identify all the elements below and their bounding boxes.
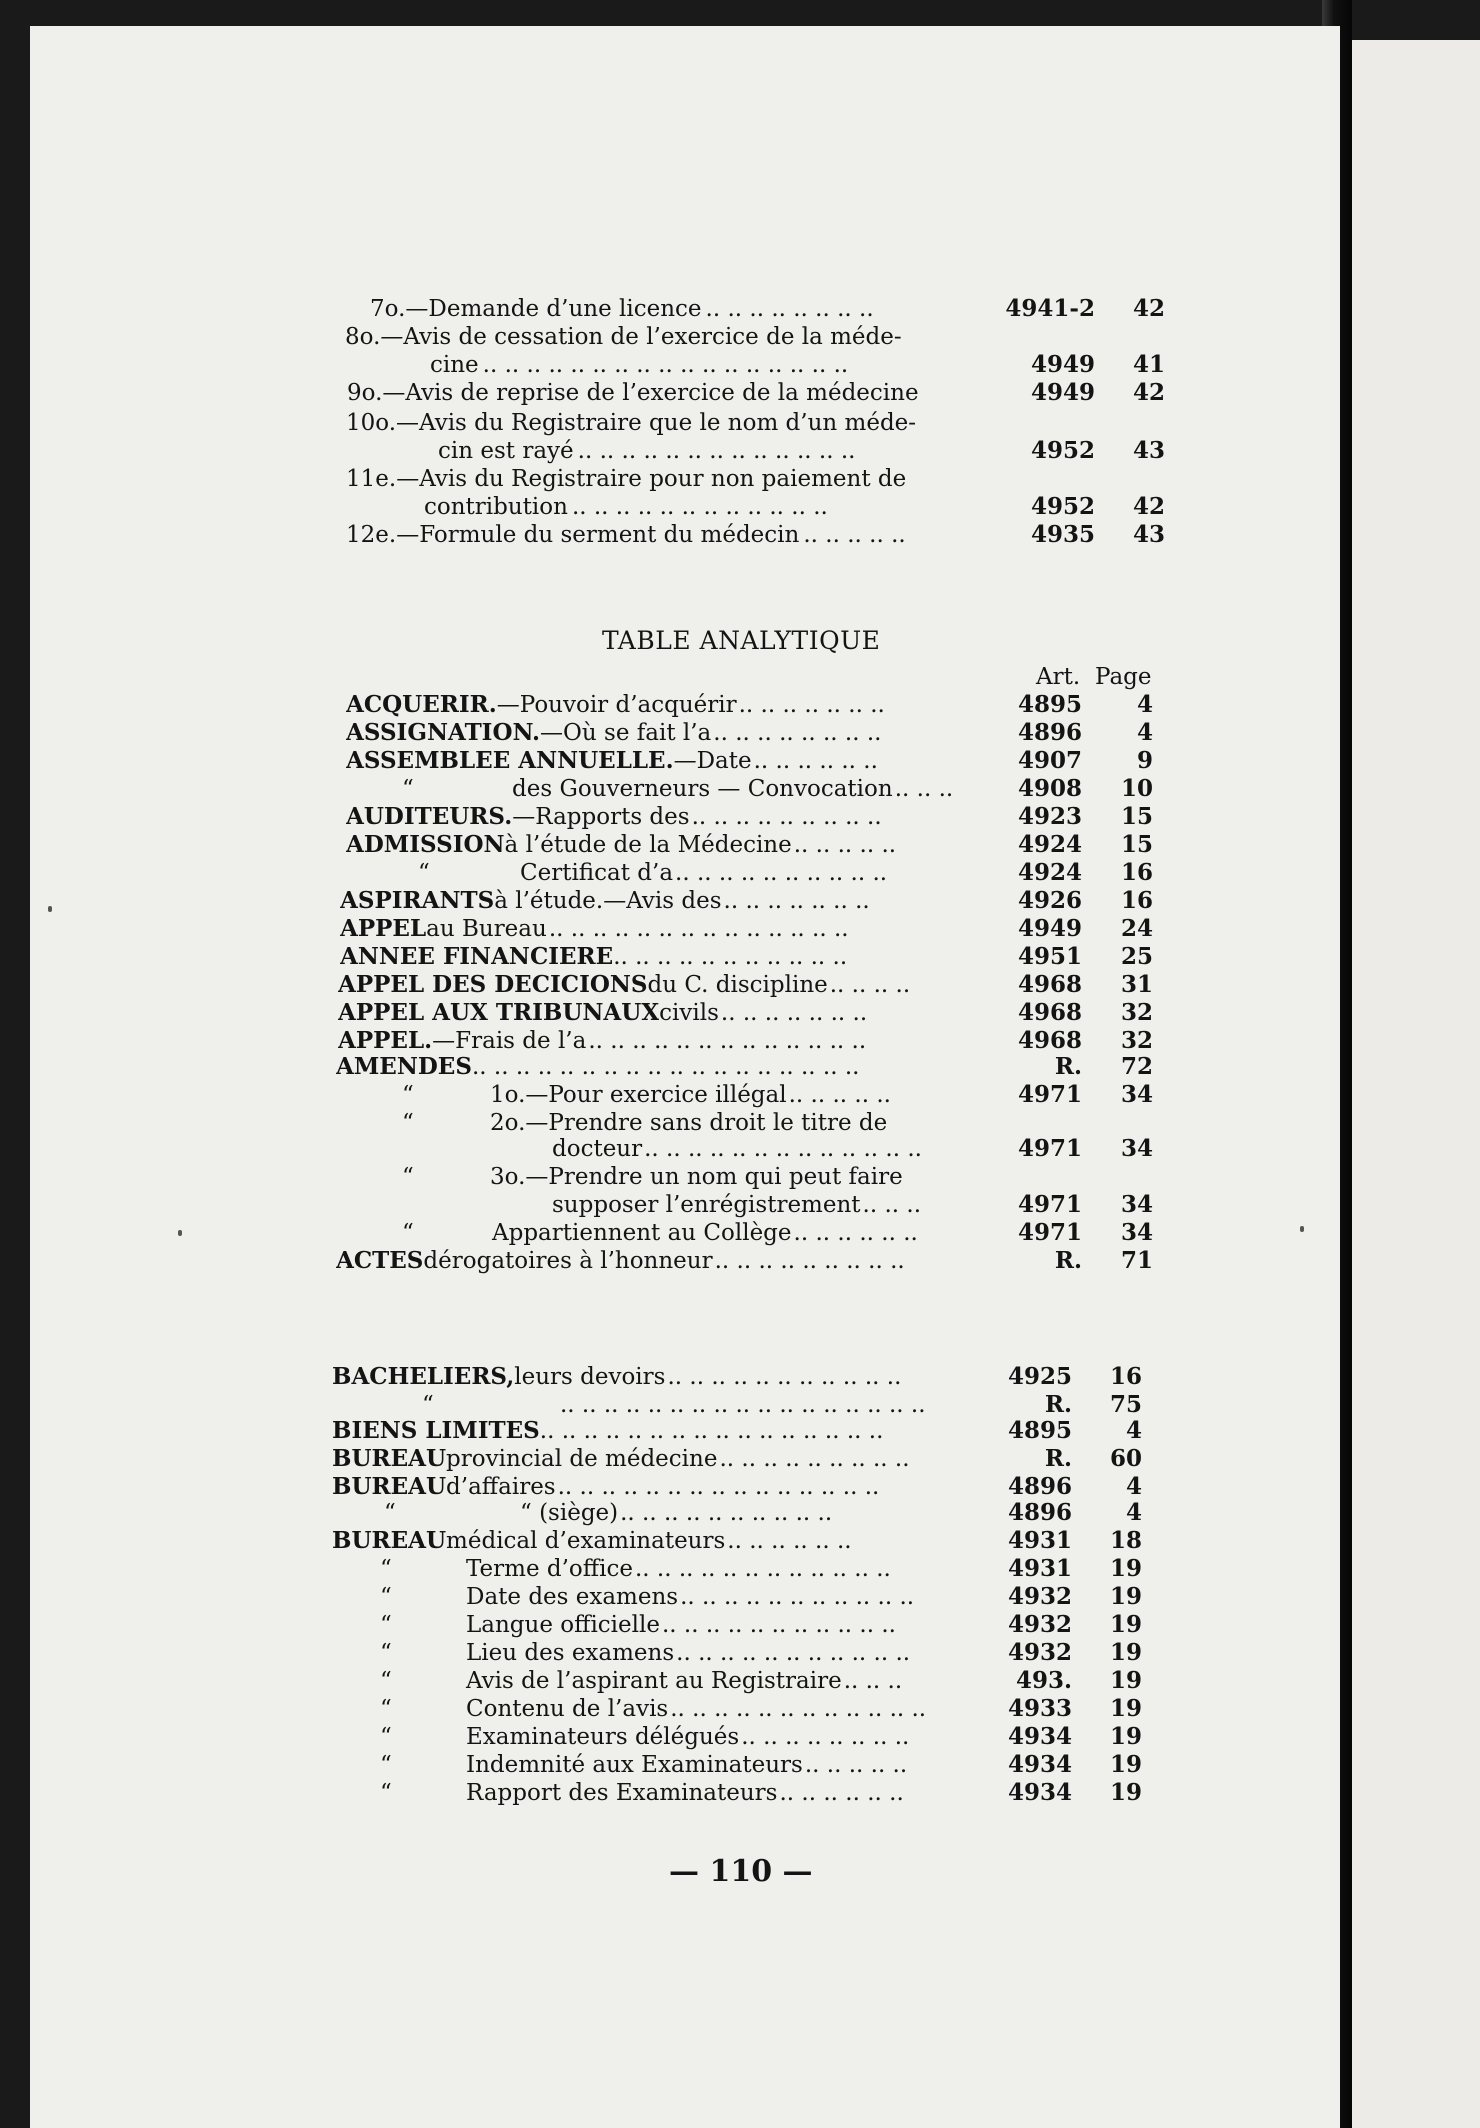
index-entry	[0, 1136, 1480, 1162]
page-number: — 110 —	[669, 1854, 813, 1889]
index-entry	[0, 1164, 1480, 1190]
index-entry	[0, 888, 1480, 914]
article-number: 4895	[1007, 1417, 1072, 1444]
page-ref: 75	[1109, 1391, 1142, 1418]
page-ref: 19	[1109, 1751, 1142, 1778]
entry-label: au Bureau	[426, 916, 547, 942]
leader-dots: .. .. .. .. .. ..	[793, 1220, 918, 1246]
entry-label: cine	[430, 352, 479, 378]
leader-dots: .. .. .. .. .. .. .. .. .. .. .. .. ..	[577, 438, 856, 464]
index-entry	[0, 972, 1480, 998]
index-entry	[0, 776, 1480, 802]
index-entry	[0, 1000, 1480, 1026]
page-ref: 32	[1120, 999, 1153, 1026]
index-entry	[0, 352, 1480, 378]
leader-dots: .. .. .. .. .. .. ..	[720, 1000, 868, 1026]
page-ref: 32	[1120, 1027, 1153, 1054]
page-ref: 42	[1132, 379, 1165, 406]
index-entry	[0, 1724, 1480, 1750]
leader-dots: .. .. .. .. .. .. .. ..	[741, 1724, 910, 1750]
page-ref: 18	[1109, 1527, 1142, 1554]
page-ref: 34	[1120, 1191, 1153, 1218]
index-entry	[0, 1446, 1480, 1472]
page-ref: 16	[1120, 887, 1153, 914]
article-number: R.	[1054, 1247, 1082, 1274]
article-number: 4971	[1017, 1135, 1082, 1162]
article-number: R.	[1044, 1391, 1072, 1418]
page-ref: 43	[1132, 437, 1165, 464]
index-entry	[0, 1668, 1480, 1694]
index-entry	[0, 1500, 1480, 1526]
page-ref: 15	[1120, 803, 1153, 830]
article-number: 4968	[1017, 1027, 1082, 1054]
index-entry	[0, 1392, 1480, 1418]
entry-label: Indemnité aux Examinateurs	[466, 1752, 803, 1778]
leader-dots: .. .. .. .. .. .. .. .. .. .. .. .. .. .. .. .. .. ..	[471, 1054, 860, 1080]
leader-dots: .. .. .. .. .. .. ..	[738, 692, 885, 718]
entry-lead: BUREAU	[332, 1528, 447, 1554]
article-number: 4933	[1007, 1695, 1072, 1722]
article-number: 4952	[1030, 437, 1095, 464]
page-ref: 41	[1132, 351, 1165, 378]
entry-lead: “	[380, 1668, 392, 1694]
index-entry	[0, 692, 1480, 718]
index-entry	[0, 1054, 1480, 1080]
index-entry	[0, 1752, 1480, 1778]
article-number: 4896	[1007, 1499, 1072, 1526]
article-number: 4925	[1007, 1363, 1072, 1390]
entry-lead: “	[384, 1500, 396, 1526]
entry-lead: ANNEE FINANCIERE	[340, 944, 614, 970]
leader-dots: .. .. ..	[843, 1668, 903, 1694]
index-entry	[0, 1584, 1480, 1610]
page-ref: 4	[1136, 691, 1153, 718]
article-number: 4971	[1017, 1191, 1082, 1218]
section-title: TABLE ANALYTIQUE	[602, 626, 881, 655]
index-entry	[0, 1220, 1480, 1246]
entry-label: 11e.—Avis du Registraire pour non paiement de	[346, 466, 907, 492]
entry-lead: BACHELIERS,	[332, 1364, 515, 1390]
entry-label: 1o.—Pour exercice illégal	[490, 1082, 787, 1108]
page-ref: 60	[1109, 1445, 1142, 1472]
index-entry	[0, 380, 1480, 406]
index-entry	[0, 324, 1480, 350]
leader-dots: .. .. .. .. .. .. .. .. .. .. ..	[661, 1612, 896, 1638]
leader-dots: .. .. .. .. .. .. .. .. .. .. ..	[667, 1364, 902, 1390]
leader-dots: .. .. .. .. .. .. .. .. .. .. .. .. .. .. .. .. ..	[560, 1392, 926, 1418]
page-ref: 34	[1120, 1219, 1153, 1246]
article-number: 4934	[1007, 1751, 1072, 1778]
index-entry	[0, 720, 1480, 746]
page-ref: 4	[1125, 1417, 1142, 1444]
entry-label: du C. discipline	[647, 972, 828, 998]
article-number: 4952	[1030, 493, 1095, 520]
entry-label: contribution	[424, 494, 568, 520]
entry-label: 9o.—Avis de reprise de l’exercice de la médecine	[347, 380, 919, 406]
entry-lead: BUREAU	[332, 1474, 447, 1500]
entry-label: 2o.—Prendre sans droit le titre de	[490, 1110, 888, 1136]
article-number: 4949	[1030, 379, 1095, 406]
leader-dots: .. .. .. .. ..	[804, 1752, 908, 1778]
page-ref: 4	[1125, 1499, 1142, 1526]
leader-dots: .. .. ..	[894, 776, 954, 802]
leader-dots: .. .. .. .. .. .. .. .. .. .. ..	[676, 1640, 911, 1666]
page-ref: 4	[1125, 1473, 1142, 1500]
index-entry	[0, 1248, 1480, 1274]
page-ref: 19	[1109, 1667, 1142, 1694]
article-number: 4935	[1030, 521, 1095, 548]
entry-lead: “	[380, 1612, 392, 1638]
leader-dots: .. .. .. .. .. ..	[753, 748, 878, 774]
index-entry	[0, 522, 1480, 548]
entry-label: civils	[659, 1000, 719, 1026]
entry-label: 12e.—Formule du serment du médecin	[346, 522, 800, 548]
index-entry	[0, 1082, 1480, 1108]
article-number: 4949	[1017, 915, 1082, 942]
entry-label: Certificat d’a	[520, 860, 674, 886]
entry-label: Terme d’office	[466, 1556, 633, 1582]
entry-label: —Frais de l’a	[432, 1028, 587, 1054]
entry-lead: “	[402, 1082, 414, 1108]
entry-label: 8o.—Avis de cessation de l’exercice de la méde-	[345, 324, 902, 350]
index-entry	[0, 1418, 1480, 1444]
index-entry	[0, 832, 1480, 858]
article-number: 4931	[1007, 1527, 1072, 1554]
page-ref: 43	[1132, 521, 1165, 548]
index-entry	[0, 410, 1480, 436]
page-ref: 16	[1120, 859, 1153, 886]
page-ref: 24	[1120, 915, 1153, 942]
page-ref: 15	[1120, 831, 1153, 858]
entry-label: Rapport des Examinateurs	[466, 1780, 778, 1806]
index-entry	[0, 748, 1480, 774]
page-ref: 34	[1120, 1081, 1153, 1108]
entry-label: Examinateurs délégués	[466, 1724, 740, 1750]
leader-dots: .. .. ..	[862, 1192, 922, 1218]
entry-label: “ (siège)	[520, 1500, 619, 1526]
entry-label: à l’étude de la Médecine	[504, 832, 792, 858]
leader-dots: .. .. .. .. .. .. .. .. .. .. .. ..	[634, 1556, 891, 1582]
entry-lead: ASSEMBLEE ANNUELLE.	[346, 748, 674, 774]
entry-lead: “	[380, 1584, 392, 1610]
page-ref: 4	[1136, 719, 1153, 746]
entry-lead: AUDITEURS.	[346, 804, 513, 830]
index-entry	[0, 1474, 1480, 1500]
leader-dots: .. .. .. .. .. .. .. .. .. .. .. .. ..	[644, 1136, 922, 1162]
page-ref: 16	[1109, 1363, 1142, 1390]
entry-lead: ASSIGNATION.	[346, 720, 541, 746]
index-entry	[0, 1028, 1480, 1054]
article-number: 4932	[1007, 1583, 1072, 1610]
entry-label: dérogatoires à l’honneur	[423, 1248, 713, 1274]
article-number: 4932	[1007, 1639, 1072, 1666]
entry-label: 3o.—Prendre un nom qui peut faire	[490, 1164, 903, 1190]
leader-dots: .. .. .. .. .. .. .. .. .. .. .. .. .. .. .. ..	[539, 1418, 884, 1444]
leader-dots: .. .. .. .. .. .. .. .. .. .. ..	[613, 944, 848, 970]
entry-lead: ACTES	[336, 1248, 424, 1274]
entry-label: Date des examens	[466, 1584, 679, 1610]
article-number: 493.	[1015, 1667, 1072, 1694]
entry-lead: “	[380, 1780, 392, 1806]
leader-dots: .. .. .. .. .. .. .. .. .. ..	[620, 1500, 833, 1526]
article-number: 4896	[1017, 719, 1082, 746]
leader-dots: .. .. .. .. ..	[793, 832, 897, 858]
index-entry	[0, 494, 1480, 520]
entry-lead: APPEL.	[338, 1028, 433, 1054]
entry-label: 7o.—Demande d’une licence	[370, 296, 702, 322]
page-ref: 34	[1120, 1135, 1153, 1162]
entry-lead: “	[380, 1556, 392, 1582]
leader-dots: .. .. .. .. .. .. .. .. .. .. .. ..	[670, 1696, 927, 1722]
index-entry	[0, 1780, 1480, 1806]
entry-lead: “	[402, 776, 414, 802]
entry-label: —Pouvoir d’acquérir	[496, 692, 737, 718]
entry-lead: APPEL	[340, 916, 427, 942]
article-number: R.	[1044, 1445, 1072, 1472]
index-entry	[0, 1640, 1480, 1666]
entry-lead: BUREAU	[332, 1446, 447, 1472]
index-entry	[0, 1528, 1480, 1554]
column-header-page: Page	[1095, 664, 1152, 690]
entry-label: cin est rayé	[438, 438, 574, 464]
index-entry	[0, 466, 1480, 492]
page-ref: 19	[1109, 1583, 1142, 1610]
page-ref: 25	[1120, 943, 1153, 970]
entry-label: Appartiennent au Collège	[492, 1220, 792, 1246]
entry-lead: ADMISSION	[346, 832, 505, 858]
entry-lead: BIENS LIMITES	[332, 1418, 540, 1444]
page-ref: 19	[1109, 1555, 1142, 1582]
article-number: 4931	[1007, 1555, 1072, 1582]
index-entry	[0, 944, 1480, 970]
page-ref: 72	[1120, 1053, 1153, 1080]
leader-dots: .. .. .. .. .. .. .. .. ..	[719, 1446, 910, 1472]
article-number: 4971	[1017, 1081, 1082, 1108]
entry-label: —Rapports des	[512, 804, 690, 830]
page-ref: 19	[1109, 1611, 1142, 1638]
index-entry	[0, 1612, 1480, 1638]
entry-lead: AMENDES	[336, 1054, 472, 1080]
page-ref: 42	[1132, 295, 1165, 322]
index-entry	[0, 438, 1480, 464]
article-number: 4941-2	[1005, 295, 1095, 322]
article-number: R.	[1054, 1053, 1082, 1080]
index-entry	[0, 860, 1480, 886]
index-entry	[0, 1192, 1480, 1218]
entry-lead: APPEL DES DECICIONS	[338, 972, 648, 998]
index-entry	[0, 1556, 1480, 1582]
article-number: 4907	[1017, 747, 1082, 774]
entry-label: Contenu de l’avis	[466, 1696, 669, 1722]
page-ref: 31	[1120, 971, 1153, 998]
leader-dots: .. .. .. .. ..	[803, 522, 906, 548]
article-number: 4926	[1017, 887, 1082, 914]
leader-dots: .. .. .. .. .. .. .. .. .. ..	[675, 860, 888, 886]
entry-lead: APPEL AUX TRIBUNAUX	[338, 1000, 660, 1026]
entry-label: médical d’examinateurs	[446, 1528, 726, 1554]
entry-lead: “	[380, 1640, 392, 1666]
article-number: 4924	[1017, 859, 1082, 886]
leader-dots: .. .. .. .. .. .. .. ..	[705, 296, 874, 322]
index-entry	[0, 804, 1480, 830]
entry-label: à l’étude.—Avis des	[494, 888, 722, 914]
entry-lead: “	[422, 1392, 434, 1418]
article-number: 4949	[1030, 351, 1095, 378]
article-number: 4932	[1007, 1611, 1072, 1638]
column-header-art: Art.	[1036, 664, 1081, 690]
leader-dots: .. .. .. .. .. .. .. .. .. .. .. .. .. ..	[548, 916, 849, 942]
entry-lead: “	[402, 1110, 414, 1136]
entry-label: d’affaires	[446, 1474, 556, 1500]
article-number: 4923	[1017, 803, 1082, 830]
article-number: 4895	[1017, 691, 1082, 718]
article-number: 4896	[1007, 1473, 1072, 1500]
leader-dots: .. .. .. .. .. .. .. .. .. .. .. .. .. .. ..	[557, 1474, 880, 1500]
leader-dots: .. .. .. .. .. .. ..	[723, 888, 870, 914]
leader-dots: .. .. .. .. .. .. .. .. ..	[714, 1248, 905, 1274]
entry-lead: “	[402, 1164, 414, 1190]
index-entry	[0, 916, 1480, 942]
entry-label: docteur	[552, 1136, 643, 1162]
entry-lead: “	[418, 860, 430, 886]
page-ref: 19	[1109, 1723, 1142, 1750]
entry-label: supposer l’enrégistrement	[552, 1192, 861, 1218]
leader-dots: .. .. .. .. .. .. .. .. .. .. .. .. .. .. .. .. ..	[482, 352, 849, 378]
entry-label: 10o.—Avis du Registraire que le nom d’un méde-	[346, 410, 917, 436]
article-number: 4968	[1017, 999, 1082, 1026]
article-number: 4951	[1017, 943, 1082, 970]
entry-lead: ACQUERIR.	[346, 692, 497, 718]
page-ref: 19	[1109, 1779, 1142, 1806]
article-number: 4908	[1017, 775, 1082, 802]
entry-label: provincial de médecine	[446, 1446, 718, 1472]
leader-dots: .. .. .. .. .. .. .. ..	[713, 720, 882, 746]
index-entry	[0, 1364, 1480, 1390]
article-number: 4924	[1017, 831, 1082, 858]
entry-label: Langue officielle	[466, 1612, 660, 1638]
article-number: 4968	[1017, 971, 1082, 998]
entry-label: Avis de l’aspirant au Registraire	[466, 1668, 842, 1694]
page-ref: 71	[1120, 1247, 1153, 1274]
index-entry	[0, 296, 1480, 322]
leader-dots: .. .. .. .. ..	[788, 1082, 891, 1108]
leader-dots: .. .. .. .. .. .. .. .. .. .. .. ..	[571, 494, 828, 520]
entry-label: —Date	[673, 748, 752, 774]
leader-dots: .. .. .. .. .. ..	[779, 1780, 904, 1806]
page-ref: 10	[1120, 775, 1153, 802]
article-number: 4934	[1007, 1723, 1072, 1750]
leader-dots: .. .. .. .. .. .. .. .. .. .. .. .. ..	[588, 1028, 867, 1054]
index-entry	[0, 1110, 1480, 1136]
article-number: 4934	[1007, 1779, 1072, 1806]
entry-lead: “	[380, 1752, 392, 1778]
entry-label: leurs devoirs	[514, 1364, 666, 1390]
article-number: 4971	[1017, 1219, 1082, 1246]
page-ref: 19	[1109, 1695, 1142, 1722]
leader-dots: .. .. .. .. .. .. .. .. ..	[691, 804, 882, 830]
page-ref: 9	[1136, 747, 1153, 774]
entry-lead: “	[380, 1724, 392, 1750]
entry-lead: “	[402, 1220, 414, 1246]
leader-dots: .. .. .. .. .. ..	[727, 1528, 852, 1554]
page-ref: 42	[1132, 493, 1165, 520]
leader-dots: .. .. .. ..	[829, 972, 911, 998]
entry-label: Lieu des examens	[466, 1640, 675, 1666]
entry-label: —Où se fait l’a	[540, 720, 712, 746]
entry-lead: ASPIRANTS	[340, 888, 495, 914]
entry-lead: “	[380, 1696, 392, 1722]
entry-label: des Gouverneurs — Convocation	[512, 776, 893, 802]
index-entry	[0, 1696, 1480, 1722]
leader-dots: .. .. .. .. .. .. .. .. .. .. ..	[680, 1584, 915, 1610]
page-ref: 19	[1109, 1639, 1142, 1666]
